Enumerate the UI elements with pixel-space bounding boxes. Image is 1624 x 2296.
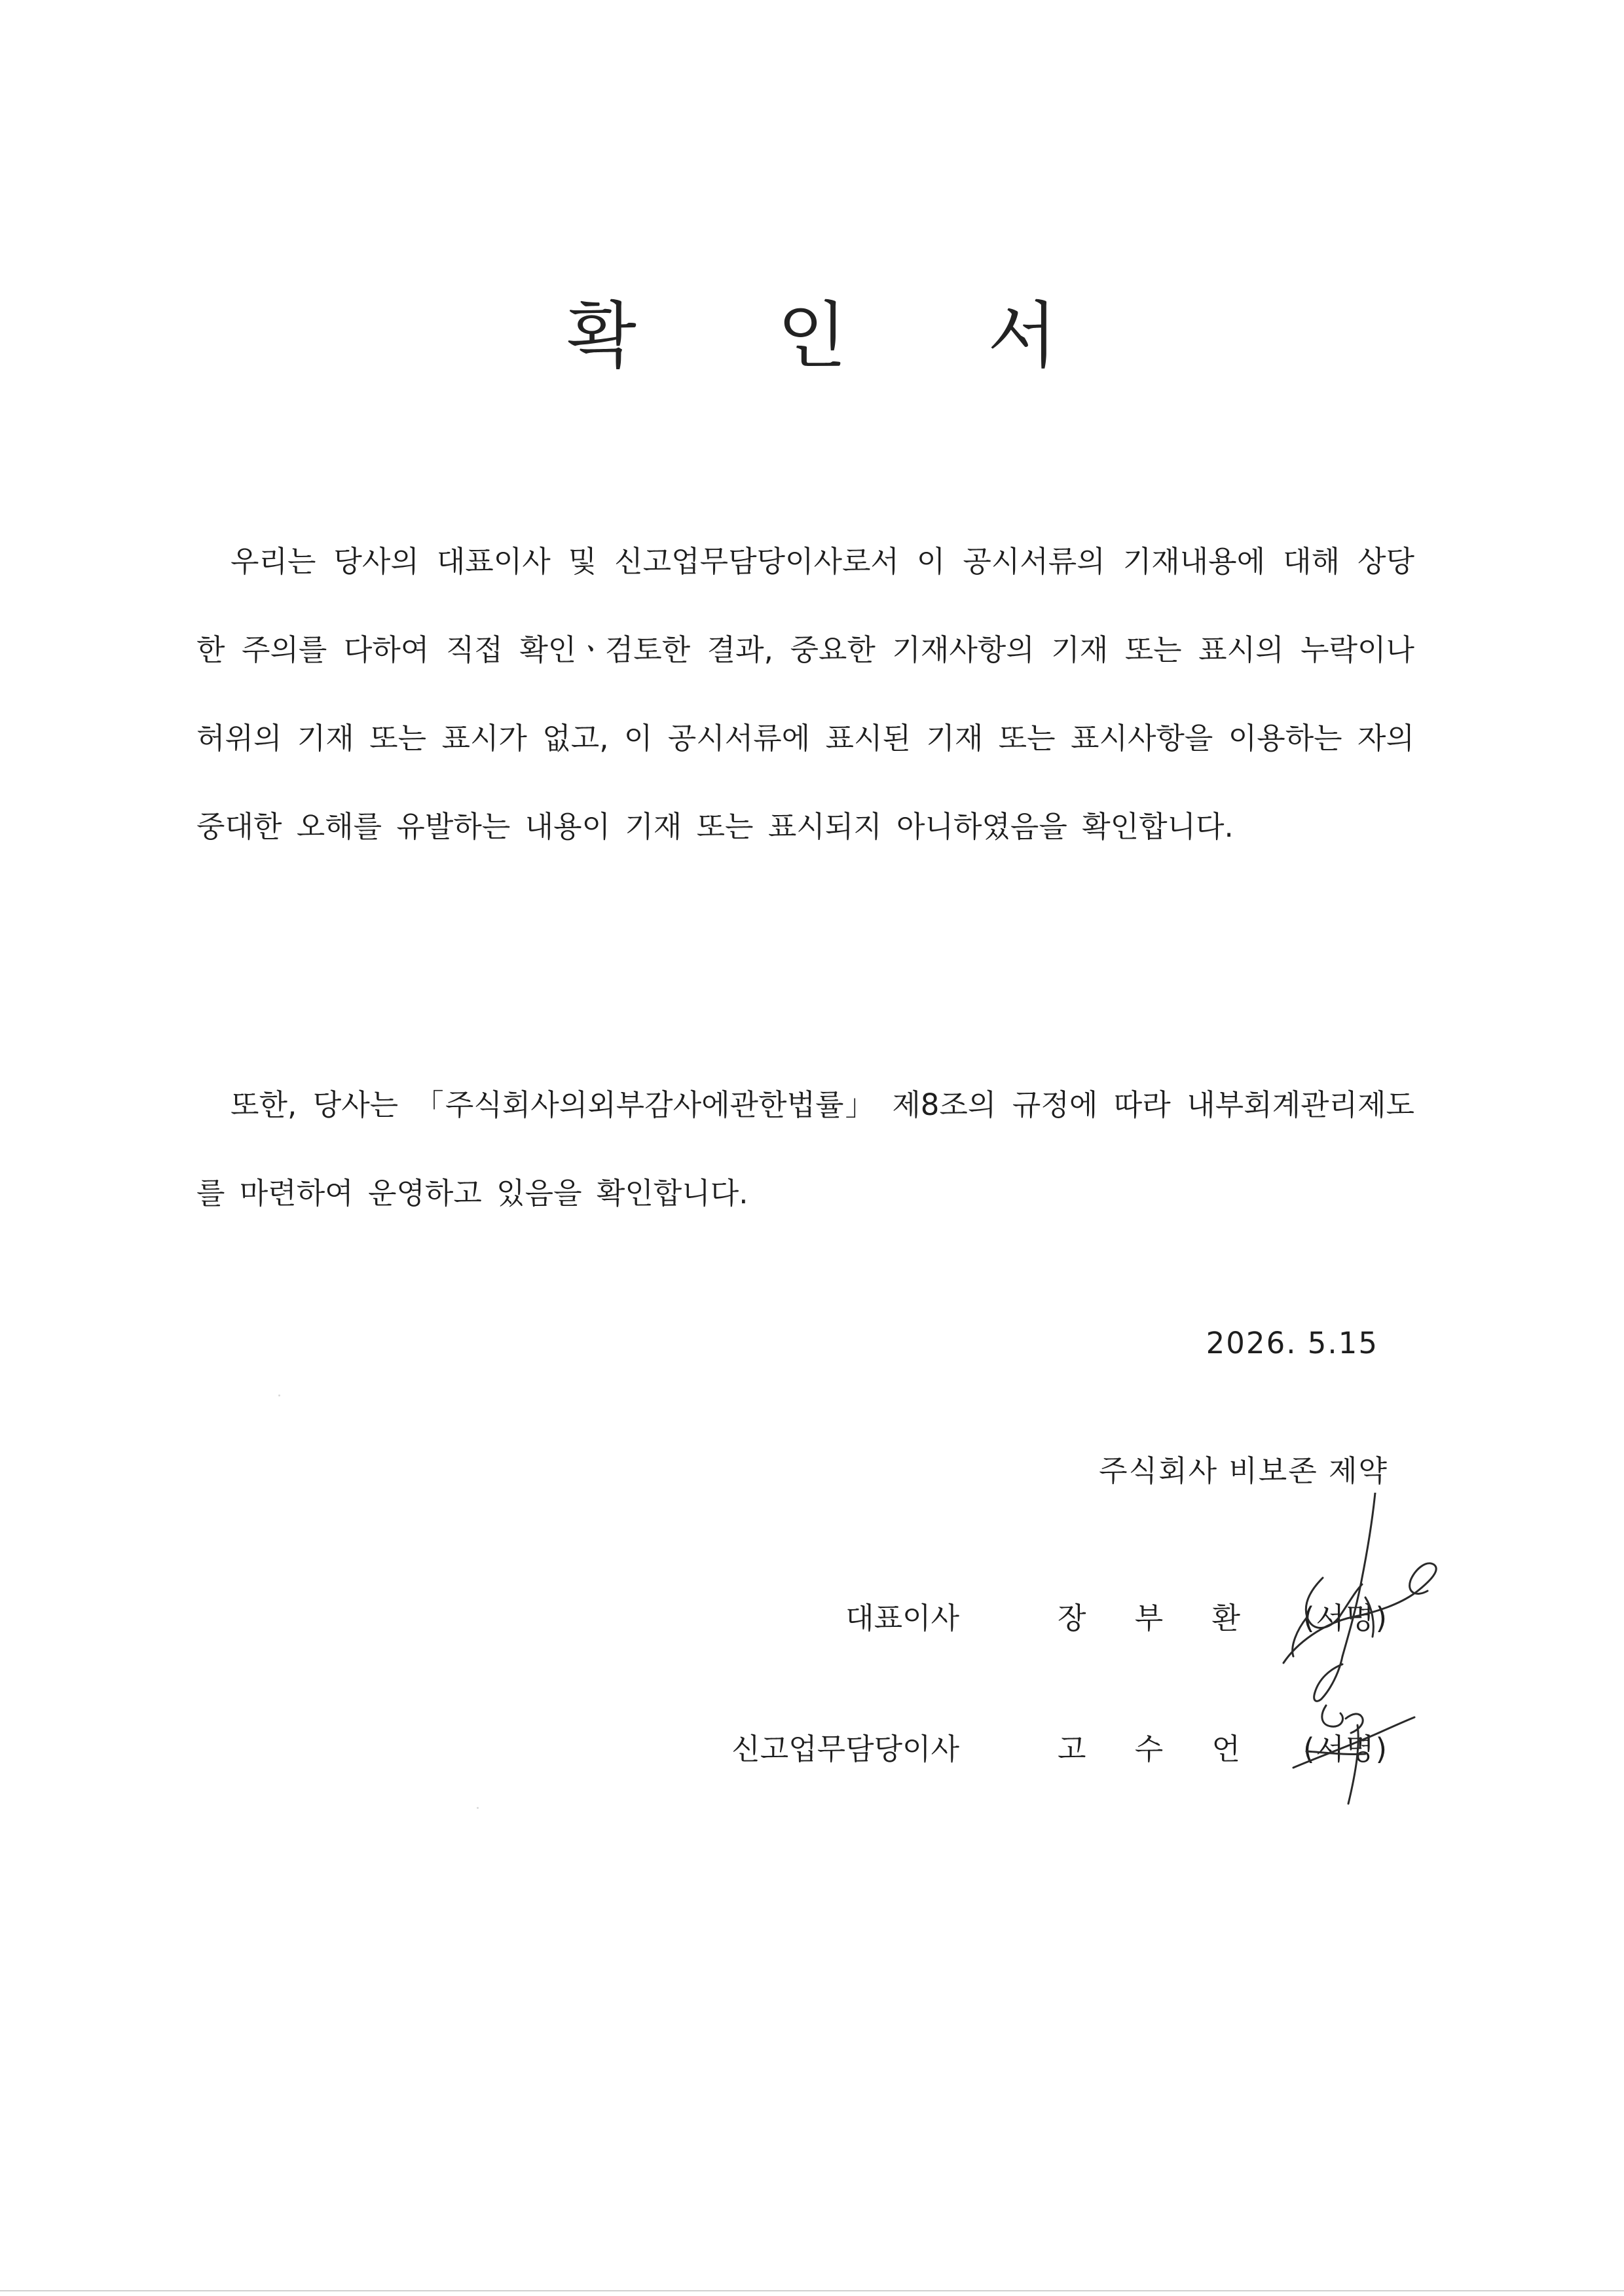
signature-label: (서명) bbox=[1303, 1732, 1389, 1766]
scan-speck bbox=[278, 1394, 280, 1396]
signatory-role: 대표이사 bbox=[845, 1601, 959, 1635]
scan-edge-line bbox=[0, 2290, 1624, 2291]
signatory-row-ceo bbox=[0, 1594, 1624, 1647]
scan-speck bbox=[477, 1807, 479, 1809]
document-title: 확 인 서 bbox=[566, 294, 1116, 378]
signatory-role: 신고업무담당이사 bbox=[731, 1732, 959, 1766]
document-date: 2026. 5.15 bbox=[1206, 1326, 1378, 1360]
signature-label: (서명) bbox=[1303, 1601, 1389, 1635]
confirmation-paragraph: 우리는 당사의 대표이사 및 신고업무담당이사로서 이 공시서류의 기재내용에 대해 상당한 주의를 다하여 직접 확인ㆍ검토한 결과, 중요한 기재사항의 기재 또는 표시의 누락이나 허위의 기재 또는 표시가 없고, 이 공시서류에 표시된 기재 또는 표시사항을 이용하는 자의 중대한 오해를 유발하는 내용이 기재 또는 표시되지 아니하였음을 확인합니다. bbox=[196, 544, 1414, 844]
signatory-name: 고 수 언 bbox=[1058, 1732, 1261, 1766]
company-name: 주식회사 비보존 제약 bbox=[1099, 1453, 1388, 1488]
signatory-name: 장 부 환 bbox=[1058, 1601, 1261, 1635]
signatory-row-disclosure-officer bbox=[0, 1725, 1624, 1777]
internal-control-paragraph: 또한, 당사는 「주식회사의외부감사에관한법률」 제8조의 규정에 따라 내부회계관리제도를 마련하여 운영하고 있음을 확인합니다. bbox=[196, 1087, 1414, 1211]
